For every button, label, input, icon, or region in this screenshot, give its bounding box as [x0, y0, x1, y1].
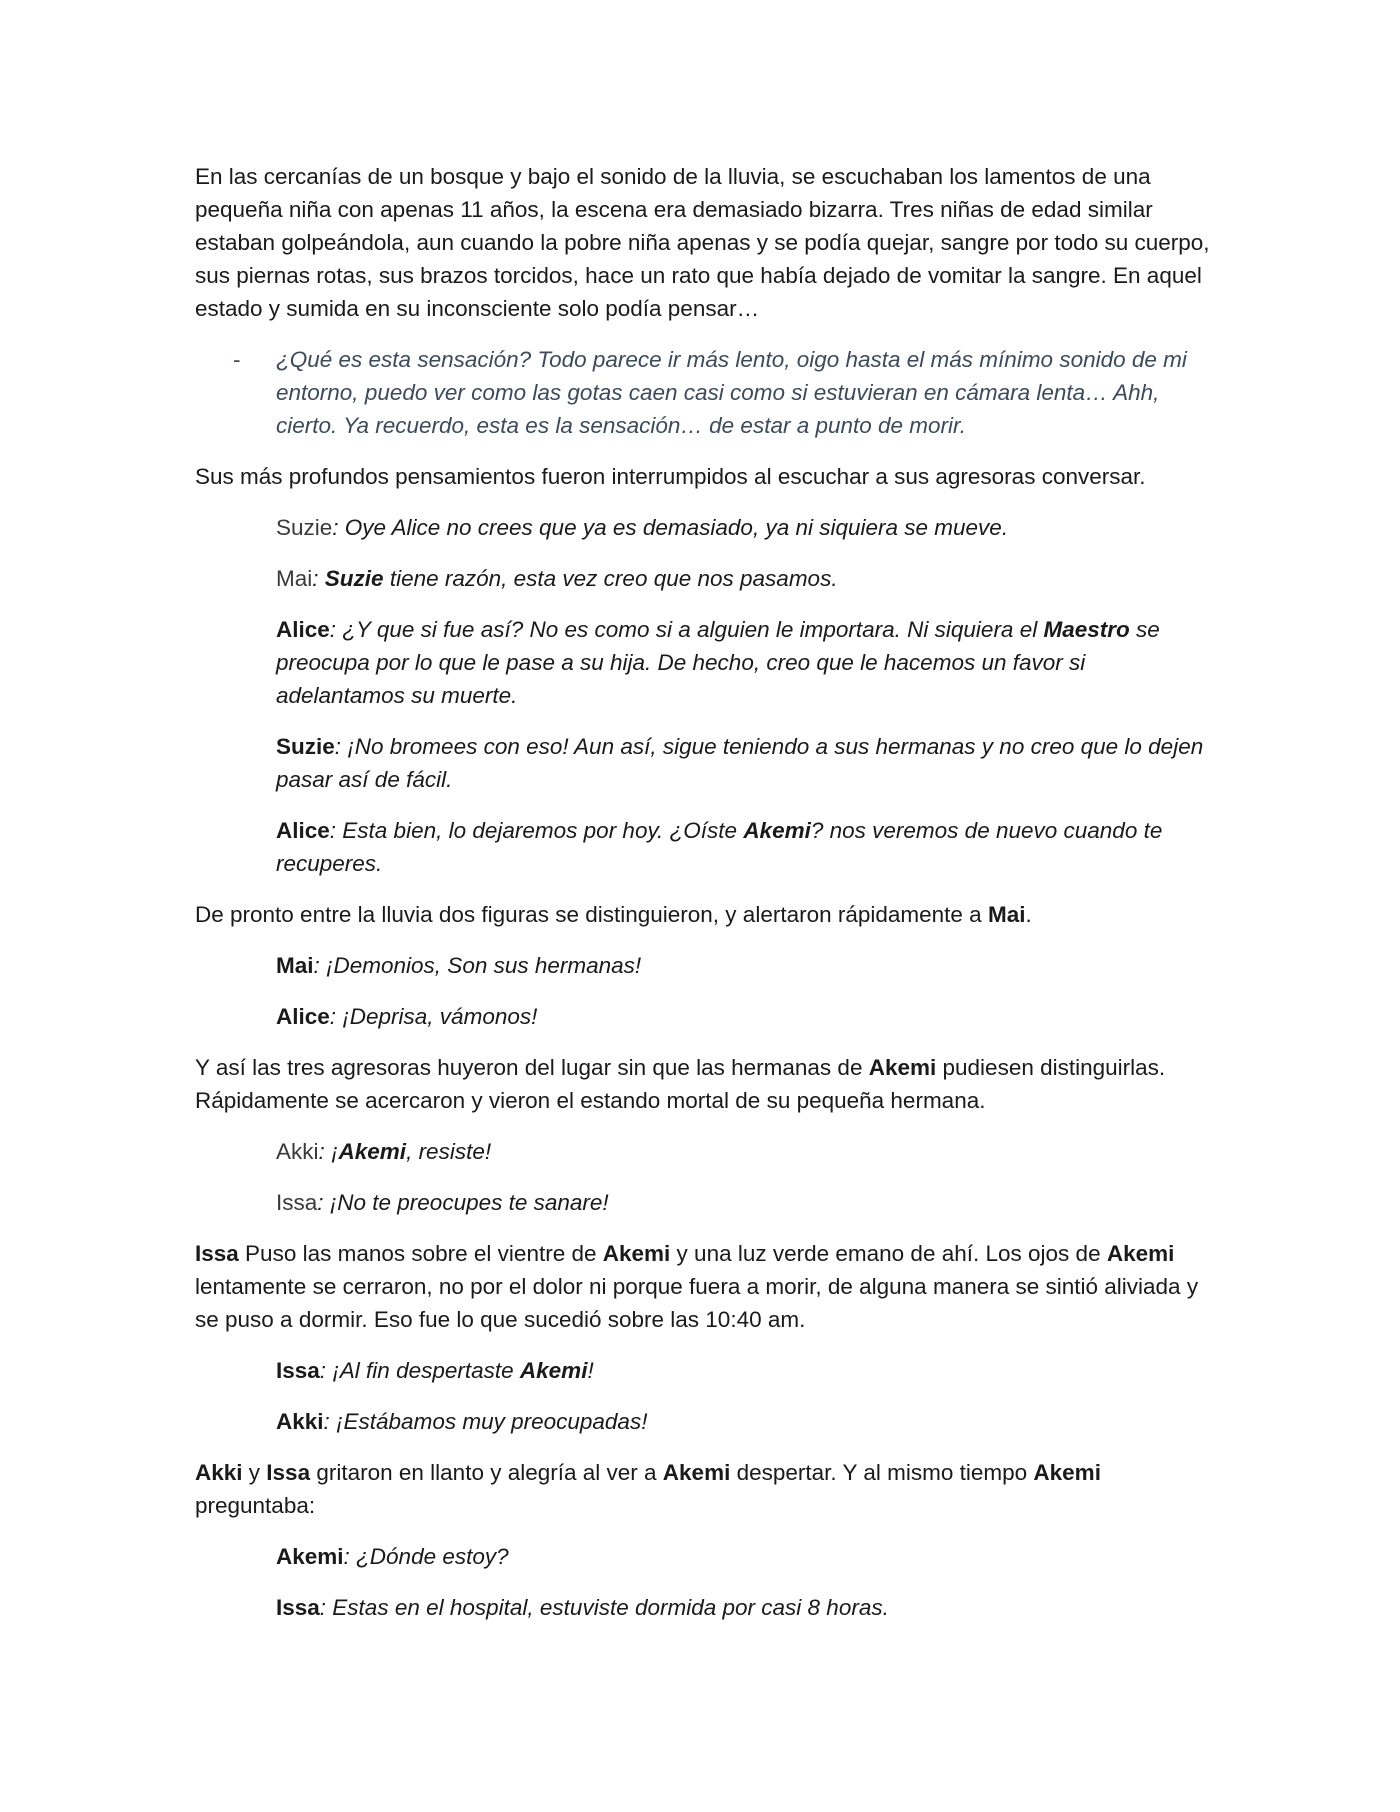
- dialogue-text: : ¡Deprisa, vámonos!: [329, 1004, 538, 1029]
- speaker-name: Issa: [276, 1358, 320, 1383]
- dialogue-line: [195, 562, 1215, 595]
- dialogue-text: tiene razón, esta vez creo que nos pasamos.: [383, 566, 838, 591]
- speaker-name: Suzie: [276, 734, 335, 759]
- name-highlight: Akemi: [338, 1139, 407, 1164]
- speaker-name: Alice: [276, 1004, 330, 1029]
- dialogue-text: : ¡Al fin despertaste: [319, 1358, 520, 1383]
- dialogue-text: ? nos veremos de nuevo cuando te recuperes.: [276, 818, 1163, 876]
- narrative-paragraph: [195, 460, 1215, 493]
- speaker-name: Mai: [276, 953, 314, 978]
- speaker-name: Issa: [276, 1190, 318, 1215]
- speaker-name: Alice: [276, 617, 330, 642]
- dialogue-text: : ¿Dónde estoy?: [343, 1544, 509, 1569]
- dialogue-text: : ¡Demonios, Son sus hermanas!: [313, 953, 642, 978]
- name-highlight: Akemi: [868, 1055, 937, 1080]
- narrative-paragraph: [195, 898, 1215, 931]
- dialogue-text: :: [312, 566, 325, 591]
- paragraph-text: Sus más profundos pensamientos fueron interrumpidos al escuchar a sus agresoras conversar.: [195, 464, 1146, 489]
- dialogue-line: [195, 511, 1215, 544]
- dialogue-line: [195, 1405, 1215, 1438]
- dialogue-line: [195, 1000, 1215, 1033]
- dialogue-text: : ¿Y que si fue así? No es como si a alguien le importara. Ni siquiera el: [329, 617, 1044, 642]
- name-highlight: Suzie: [324, 566, 384, 591]
- narrative-paragraph: [195, 1456, 1215, 1522]
- paragraph-text: y: [242, 1460, 267, 1485]
- speaker-name: Mai: [276, 566, 313, 591]
- speaker-name: Akki: [276, 1139, 319, 1164]
- paragraph-text: pudiesen distinguirlas. Rápidamente se acercaron y vieron el estando mortal de su pequeña hermana.: [195, 1055, 1166, 1113]
- name-highlight: Akemi: [1106, 1241, 1175, 1266]
- paragraph-text: Y así las tres agresoras huyeron del lugar sin que las hermanas de: [195, 1055, 869, 1080]
- name-highlight: Issa: [195, 1241, 239, 1266]
- dialogue-line: [195, 1186, 1215, 1219]
- speaker-name: Akki: [276, 1409, 324, 1434]
- name-highlight: Mai: [987, 902, 1026, 927]
- name-highlight: Akemi: [1033, 1460, 1101, 1485]
- dialogue-line: [195, 1354, 1215, 1387]
- paragraph-text: gritaron en llanto y alegría al ver a: [310, 1460, 663, 1485]
- paragraph-text: Puso las manos sobre el vientre de: [238, 1241, 603, 1266]
- dialogue-text: !: [587, 1358, 594, 1383]
- paragraph-text: preguntaba:: [195, 1493, 316, 1518]
- dialogue-text: : ¡No te preocupes te sanare!: [317, 1190, 609, 1215]
- dialogue-text: : ¡Estábamos muy preocupadas!: [323, 1409, 648, 1434]
- dialogue-text: se preocupa por lo que le pase a su hija. De hecho, creo que le hacemos un favor si adelantamos su muerte.: [276, 617, 1160, 708]
- name-highlight: Maestro: [1043, 617, 1130, 642]
- dialogue-line: [195, 1135, 1215, 1168]
- thought-list-item: [195, 343, 1215, 442]
- narrative-paragraph: [195, 1237, 1215, 1336]
- dialogue-line: [195, 1591, 1215, 1624]
- paragraph-text: lentamente se cerraron, no por el dolor ni porque fuera a morir, de alguna manera se sintió aliviada y se puso a dormir. Eso fue lo que sucedió sobre las 10:40 am.: [195, 1274, 1199, 1332]
- dialogue-text: , resiste!: [406, 1139, 492, 1164]
- dialogue-text: : Esta bien, lo dejaremos por hoy. ¿Oíste: [329, 818, 744, 843]
- list-dash: -: [233, 347, 241, 372]
- name-highlight: Akemi: [602, 1241, 671, 1266]
- dialogue-text: : ¡No bromees con eso! Aun así, sigue teniendo a sus hermanas y no creo que lo dejen pasar así de fácil.: [276, 734, 1204, 792]
- dialogue-line: [195, 949, 1215, 982]
- dialogue-line: [195, 814, 1215, 880]
- speaker-name: Suzie: [276, 515, 333, 540]
- dialogue-line: [195, 613, 1215, 712]
- dialogue-line: [195, 1540, 1215, 1573]
- dialogue-text: : Estas en el hospital, estuviste dormida por casi 8 horas.: [319, 1595, 889, 1620]
- name-highlight: Akemi: [519, 1358, 588, 1383]
- speaker-name: Alice: [276, 818, 330, 843]
- document-page: [195, 160, 1215, 1642]
- narrative-paragraph: [195, 1051, 1215, 1117]
- paragraph-text: De pronto entre la lluvia dos figuras se distinguieron, y alertaron rápidamente a: [195, 902, 988, 927]
- dialogue-text: : Oye Alice no crees que ya es demasiado, ya ni siquiera se mueve.: [332, 515, 1009, 540]
- name-highlight: Akemi: [743, 818, 811, 843]
- thought-text: ¿Qué es esta sensación? Todo parece ir más lento, oigo hasta el más mínimo sonido de mi entorno, puedo ver como las gotas caen casi como si estuvieran en cámara lenta… Ahh, cierto. Ya recuerdo, esta es la sensación… de estar a punto de morir.: [276, 347, 1187, 438]
- dialogue-text: : ¡: [318, 1139, 339, 1164]
- dialogue-line: [195, 730, 1215, 796]
- name-highlight: Issa: [266, 1460, 311, 1485]
- paragraph-text: En las cercanías de un bosque y bajo el sonido de la lluvia, se escuchaban los lamentos de una pequeña niña con apenas 11 años, la escena era demasiado bizarra. Tres niñas de edad similar estaban golpeándola, aun cuando la pobre niña apenas y se podía quejar, sangre por todo su cuerpo, sus piernas rotas, sus brazos torcidos, hace un rato que había dejado de vomitar la sangre. En aquel estado y sumida en su inconsciente solo podía pensar…: [195, 164, 1210, 321]
- name-highlight: Akki: [195, 1460, 243, 1485]
- speaker-name: Issa: [276, 1595, 320, 1620]
- name-highlight: Akemi: [662, 1460, 731, 1485]
- narrative-paragraph: [195, 160, 1215, 325]
- paragraph-text: despertar. Y al mismo tiempo: [730, 1460, 1034, 1485]
- speaker-name: Akemi: [276, 1544, 344, 1569]
- paragraph-text: y una luz verde emano de ahí. Los ojos de: [670, 1241, 1107, 1266]
- paragraph-text: .: [1025, 902, 1032, 927]
